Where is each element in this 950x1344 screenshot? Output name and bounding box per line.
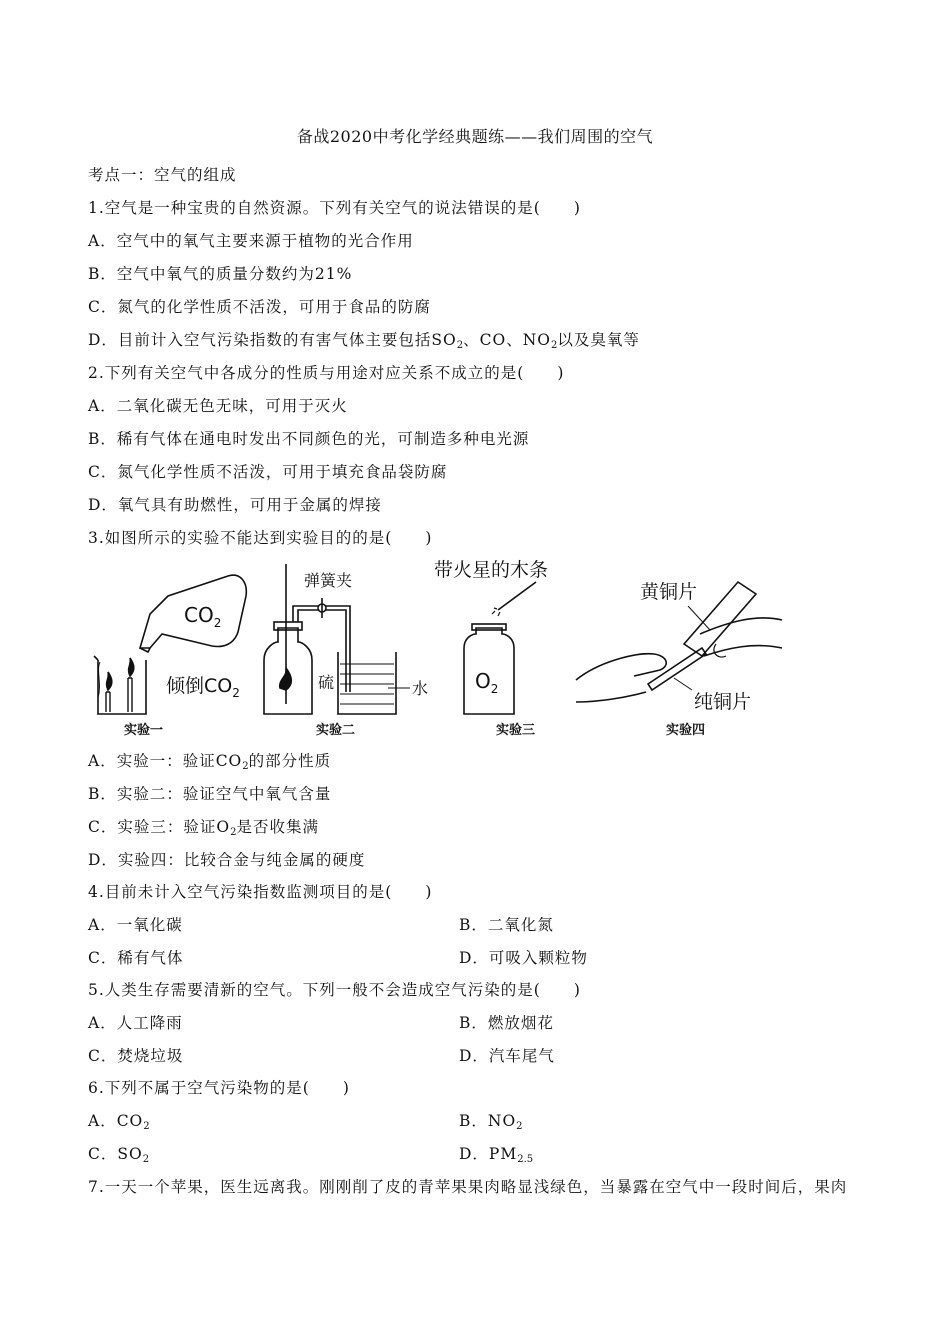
co2-bottle-subscript: 2 xyxy=(213,616,222,630)
svg-text:倾倒CO2 xyxy=(166,675,240,700)
experiment-3-caption: 实验三 xyxy=(496,723,536,738)
question-3-option-d: D．实验四：比较合金与纯金属的硬度 xyxy=(88,851,366,869)
experiment-2-drawing xyxy=(264,564,428,738)
brass-label: 黄铜片 xyxy=(640,581,698,603)
experiment-3-drawing xyxy=(434,559,548,738)
question-6-option-b: B．$NO_2$ xyxy=(459,1112,523,1132)
o2-bottle-subscript: 2 xyxy=(490,682,499,696)
clip-label: 弹簧夹 xyxy=(304,571,353,590)
sulfur-label: 硫 xyxy=(318,673,335,692)
experiment-4-caption: 实验四 xyxy=(666,723,706,738)
experiment-4-drawing xyxy=(576,581,782,738)
question-5-option-c: C．焚烧垃圾 xyxy=(88,1047,184,1065)
question-1-stem: 1.空气是一种宝贵的自然资源。下列有关空气的说法错误的是( ) xyxy=(88,199,581,217)
question-2-option-b: B．稀有气体在通电时发出不同颜色的光，可制造多种电光源 xyxy=(88,430,530,448)
question-4-stem: 4.目前未计入空气污染指数监测项目的是( ) xyxy=(88,883,433,901)
splint-label: 带火星的木条 xyxy=(434,559,549,581)
question-2-option-a: A．二氧化碳无色无味，可用于灭火 xyxy=(88,397,348,415)
question-4-option-c: C．稀有气体 xyxy=(88,949,184,967)
copper-label: 纯铜片 xyxy=(694,691,752,713)
water-label: 水 xyxy=(412,679,429,698)
question-4-option-a: A．一氧化碳 xyxy=(88,916,183,934)
question-5-option-b: B．燃放烟花 xyxy=(459,1014,554,1032)
question-5-stem: 5.人类生存需要清新的空气。下列一般不会造成空气污染的是( ) xyxy=(88,981,581,999)
co2-bottle-label: CO xyxy=(184,603,214,627)
question-6-stem: 6.下列不属于空气污染物的是( ) xyxy=(88,1079,350,1097)
question-2-option-d: D．氧气具有助燃性，可用于金属的焊接 xyxy=(88,496,382,514)
page-title: 备战2020中考化学经典题练——我们周围的空气 xyxy=(296,127,654,146)
question-1-option-d: D．目前计入空气污染指数的有害气体主要包括$SO_2$、CO、$NO_2$以及臭氧等 xyxy=(88,331,640,351)
experiment-1-drawing xyxy=(94,575,246,738)
svg-text:CO2 xyxy=(184,603,221,630)
question-6-option-a: A．$CO_2$ xyxy=(88,1112,150,1132)
question-1-option-a: A．空气中的氧气主要来源于植物的光合作用 xyxy=(88,232,414,250)
o2-bottle-label: O xyxy=(475,669,491,693)
section-heading: 考点一：空气的组成 xyxy=(88,166,237,184)
pour-co2-label: 倾倒CO xyxy=(166,675,233,697)
question-3-stem: 3.如图所示的实验不能达到实验目的的是( ) xyxy=(88,529,433,547)
question-3-option-c: C．实验三：验证$O_2$是否收集满 xyxy=(88,818,319,838)
question-5-option-a: A．人工降雨 xyxy=(88,1014,183,1032)
pour-co2-subscript: 2 xyxy=(232,686,240,700)
question-2-option-c: C．氮气化学性质不活泼，可用于填充食品袋防腐 xyxy=(88,463,448,481)
question-5-option-d: D．汽车尾气 xyxy=(459,1047,555,1065)
svg-text:O2 xyxy=(475,669,498,696)
question-1-option-c: C．氮气的化学性质不活泼，可用于食品的防腐 xyxy=(88,298,431,316)
question-4-option-d: D．可吸入颗粒物 xyxy=(459,949,588,967)
question-2-stem: 2.下列有关空气中各成分的性质与用途对应关系不成立的是( ) xyxy=(88,364,565,382)
experiment-1-caption: 实验一 xyxy=(124,723,164,738)
question-6-option-d: D．$PM_{2.5}$ xyxy=(459,1145,534,1165)
question-3-option-a: A．实验一：验证$CO_2$的部分性质 xyxy=(88,752,332,772)
question-1-option-b: B．空气中氧气的质量分数约为21% xyxy=(88,265,353,283)
experiment-figure xyxy=(88,552,788,742)
question-6-option-c: C．$SO_2$ xyxy=(88,1145,150,1165)
question-7-stem: 7.一天一个苹果，医生远离我。刚刚削了皮的青苹果果肉略显浅绿色，当暴露在空气中一段时间后，果肉 xyxy=(88,1178,848,1196)
question-3-option-b: B．实验二：验证空气中氧气含量 xyxy=(88,785,332,803)
experiment-2-caption: 实验二 xyxy=(316,723,356,738)
question-4-option-b: B．二氧化氮 xyxy=(459,916,554,934)
